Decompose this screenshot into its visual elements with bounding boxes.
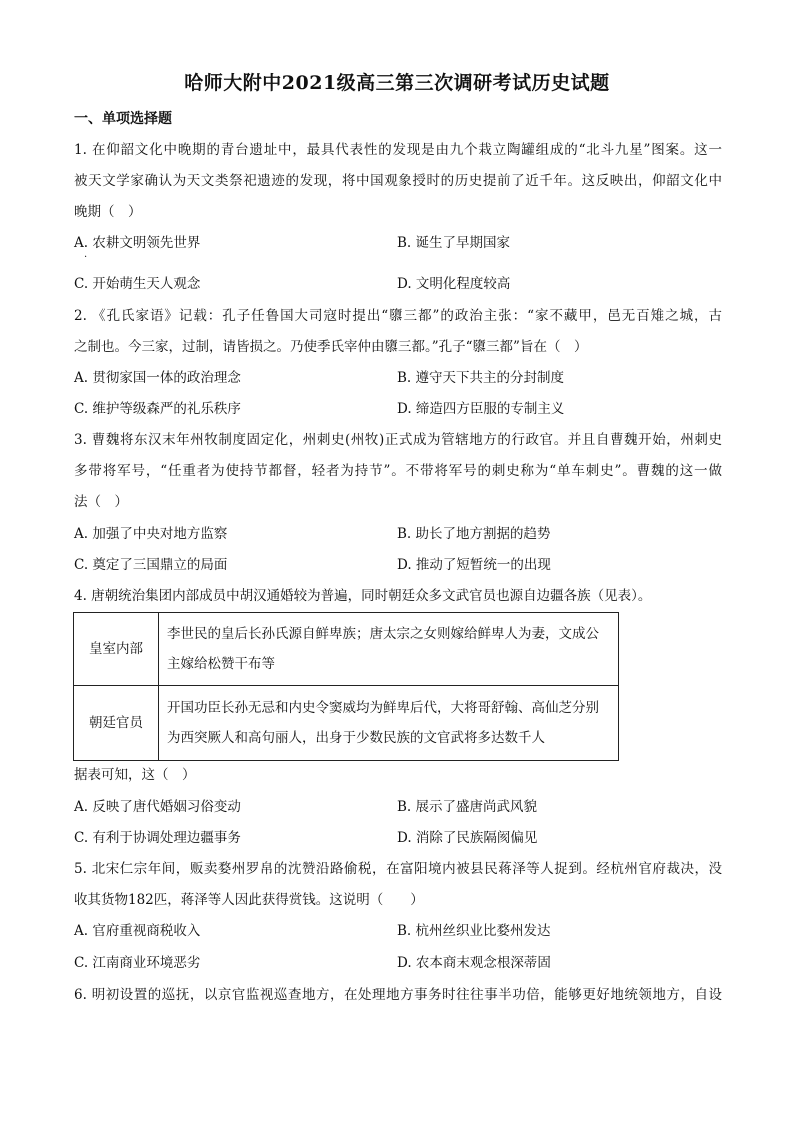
q1-option-a: A. 农耕文明领先世界 (74, 235, 201, 251)
q6-line-1: 6. 明初设置的巡抚，以京官监视巡查地方，在处理地方事务时往往事半功倍，能够更好地统领地方，自设 (74, 987, 722, 1003)
q4-after-table: 据表可知，这（ ） (74, 767, 196, 783)
q5-line-1: 5. 北宋仁宗年间，贩卖婺州罗帛的沈赞沿路偷税，在富阳境内被县民蒋泽等人捉到。经杭州官府裁决，没 (74, 861, 722, 877)
q1-option-b: B. 诞生了早期国家 (397, 235, 511, 251)
q4-option-c: C. 有利于协调处理边疆事务 (74, 830, 241, 846)
q2-line-1: 2. 《孔氏家语》记载：孔子任鲁国大司寇时提出“隳三都”的政治主张：“家不藏甲，邑无百雉之城，古 (74, 308, 722, 324)
q1-option-d: D. 文明化程度较高 (397, 276, 511, 292)
stray-dot-mark: . (84, 249, 88, 260)
q4-option-a: A. 反映了唐代婚姻习俗变动 (74, 799, 241, 815)
q3-line-1: 3. 曹魏将东汉末年州牧制度固定化，州刺史(州牧)正式成为管辖地方的行政官。并且自曹魏开始，州刺史 (74, 432, 722, 448)
q4-option-d: D. 消除了民族隔阂偏见 (397, 830, 538, 846)
q2-option-b: B. 遵守天下共主的分封制度 (397, 370, 565, 386)
q4-line-1: 4. 唐朝统治集团内部成员中胡汉通婚较为普遍，同时朝廷众多文武官员也源自边疆各族（见表）。 (74, 588, 652, 604)
q5-line-2: 收其货物182匹，蒋泽等人因此获得赏钱。这说明（ ） (74, 892, 424, 908)
q3-option-a: A. 加强了中央对地方监察 (74, 526, 228, 542)
q3-option-b: B. 助长了地方割据的趋势 (397, 526, 551, 542)
table-cell: 开国功臣长孙无忌和内史令窦威均为鲜卑后代，大将哥舒翰、高仙芝分别为西突厥人和高句丽人，出身于少数民族的文官武将多达数千人 (159, 686, 619, 761)
q1-option-c: C. 开始萌生天人观念 (74, 276, 201, 292)
section-heading: 一、单项选择题 (74, 111, 172, 127)
q2-option-a: A. 贯彻家国一体的政治理念 (74, 370, 241, 386)
q2-option-c: C. 维护等级森严的礼乐秩序 (74, 401, 241, 417)
q3-option-c: C. 奠定了三国鼎立的局面 (74, 557, 228, 573)
q1-line-2: 被天文学家确认为天文类祭祀遗迹的发现，将中国观象授时的历史提前了近千年。这反映出，仰韶文化中 (74, 173, 722, 189)
q5-option-d: D. 农本商末观念根深蒂固 (397, 955, 551, 971)
page-title: 哈师大附中2021级高三第三次调研考试历史试题 (184, 72, 610, 94)
q2-line-2: 之制也。今三家，过制，请皆损之。乃使季氏宰仲由隳三都。”孔子“隳三都”旨在（ ） (74, 339, 588, 355)
table-row (74, 613, 619, 686)
table-cell: 李世民的皇后长孙氏源自鲜卑族；唐太宗之女则嫁给鲜卑人为妻，文成公主嫁给松赞干布等 (159, 613, 619, 686)
table-row-header: 皇室内部 (74, 613, 159, 686)
q5-option-a: A. 官府重视商税收入 (74, 923, 201, 939)
q1-line-1: 1. 在仰韶文化中晚期的青台遗址中，最具代表性的发现是由九个栽立陶罐组成的“北斗九星”图案。这一 (74, 142, 722, 158)
q3-line-3: 法（ ） (74, 494, 128, 510)
q1-line-3: 晚期（ ） (74, 204, 142, 220)
table-row-header: 朝廷官员 (74, 686, 159, 761)
q3-option-d: D. 推动了短暂统一的出现 (397, 557, 551, 573)
q4-table (73, 612, 619, 761)
q5-option-b: B. 杭州丝织业比婺州发达 (397, 923, 551, 939)
q3-line-2: 多带将军号，“任重者为使持节都督，轻者为持节”。不带将军号的刺史称为“单车刺史”。曹魏的这一做 (74, 463, 722, 479)
q2-option-d: D. 缔造四方臣服的专制主义 (397, 401, 565, 417)
q5-option-c: C. 江南商业环境恶劣 (74, 955, 201, 971)
q4-option-b: B. 展示了盛唐尚武风貌 (397, 799, 538, 815)
table-row (74, 686, 619, 761)
